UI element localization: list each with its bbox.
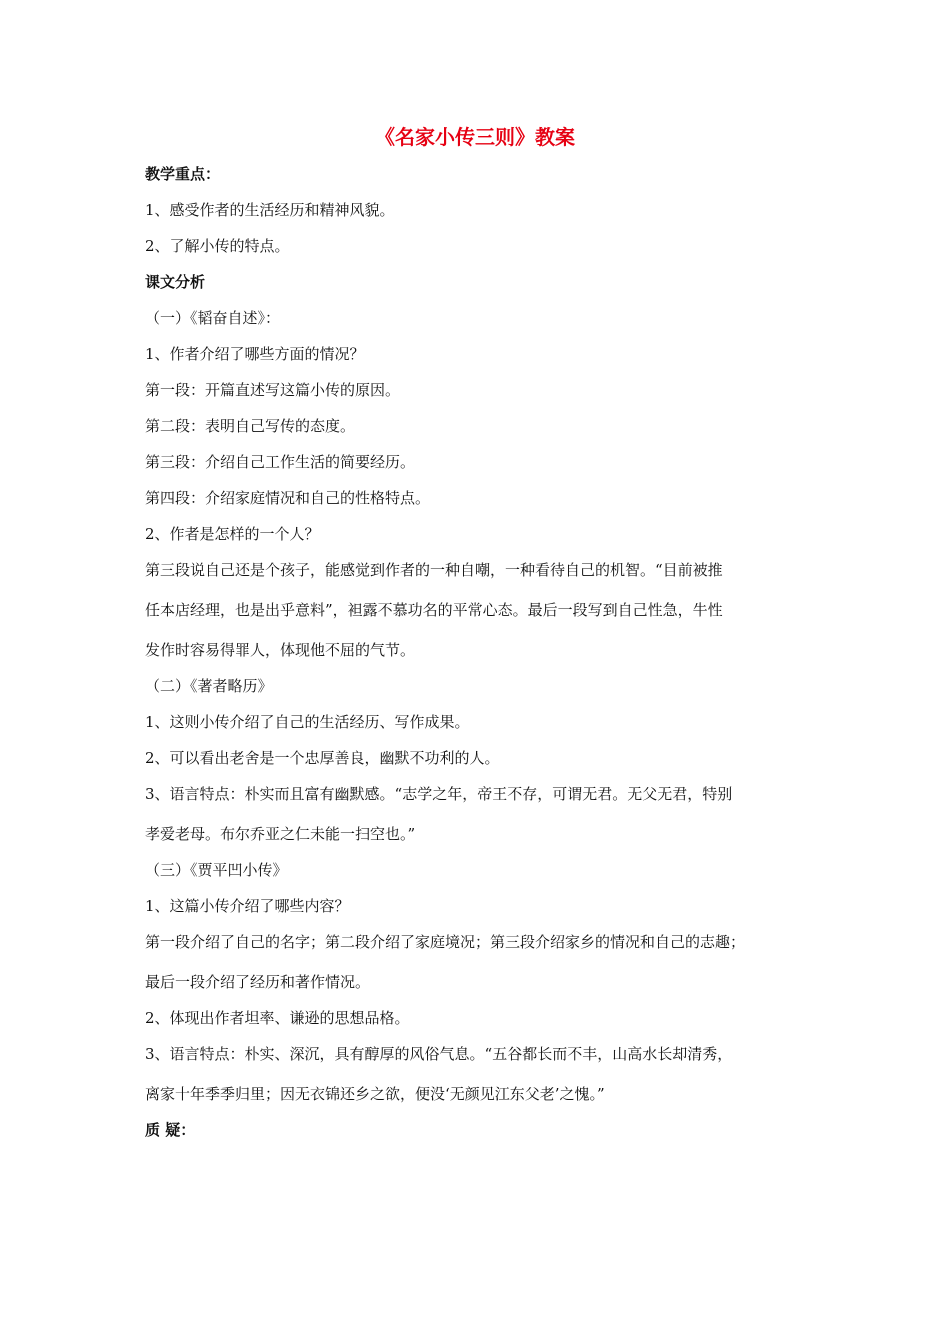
paragraph: 第三段说自己还是个孩子，能感觉到作者的一种自嘲，一种看待自己的机智。“目前被推 <box>145 561 723 579</box>
section-heading-questions: 质 疑： <box>145 1121 196 1139</box>
paragraph: 3、语言特点：朴实而且富有幽默感。“志学之年，帝王不存，可谓无君。无父无君，特别 <box>145 785 733 803</box>
subsection-heading: （三）《贾平凹小传》 <box>145 861 288 879</box>
paragraph: 2、了解小传的特点。 <box>145 237 290 255</box>
paragraph: 2、体现出作者坦率、谦逊的思想品格。 <box>145 1009 410 1027</box>
section-heading-text-analysis: 课文分析 <box>145 273 206 291</box>
paragraph: 1、这篇小传介绍了哪些内容？ <box>145 897 350 915</box>
paragraph: 第一段介绍了自己的名字；第二段介绍了家庭境况；第三段介绍家乡的情况和自己的志趣； <box>145 933 746 951</box>
paragraph: 2、作者是怎样的一个人？ <box>145 525 320 543</box>
paragraph: 离家十年季季归里；因无衣锦还乡之欲，便没‘无颜见江东父老’之愧。” <box>145 1085 605 1103</box>
paragraph: 1、感受作者的生活经历和精神风貌。 <box>145 201 395 219</box>
paragraph: 第一段：开篇直述写这篇小传的原因。 <box>145 381 401 399</box>
paragraph: 第四段：介绍家庭情况和自己的性格特点。 <box>145 489 431 507</box>
paragraph: 1、作者介绍了哪些方面的情况？ <box>145 345 365 363</box>
paragraph: 3、语言特点：朴实、深沉，具有醇厚的风俗气息。“五谷都长而不丰，山高水长却清秀， <box>145 1045 733 1063</box>
subsection-heading: （二）《著者略历》 <box>145 677 273 695</box>
paragraph: 最后一段介绍了经历和著作情况。 <box>145 973 371 991</box>
subsection-heading: （一）《韬奋自述》： <box>145 309 281 327</box>
paragraph: 第三段：介绍自己工作生活的简要经历。 <box>145 453 416 471</box>
paragraph: 任本店经理，也是出乎意料”，袒露不慕功名的平常心态。最后一段写到自己性急，牛性 <box>145 601 723 619</box>
section-heading-key-points: 教学重点： <box>145 165 221 183</box>
paragraph: 发作时容易得罪人，体现他不屈的气节。 <box>145 641 416 659</box>
paragraph: 孝爱老母。布尔乔亚之仁未能一扫空也。” <box>145 825 416 843</box>
paragraph: 第二段：表明自己写传的态度。 <box>145 417 356 435</box>
document-title: 《名家小传三则》教案 <box>375 125 575 149</box>
paragraph: 2、可以看出老舍是一个忠厚善良，幽默不功利的人。 <box>145 749 500 767</box>
paragraph: 1、这则小传介绍了自己的生活经历、写作成果。 <box>145 713 470 731</box>
document-body <box>145 158 815 1142</box>
